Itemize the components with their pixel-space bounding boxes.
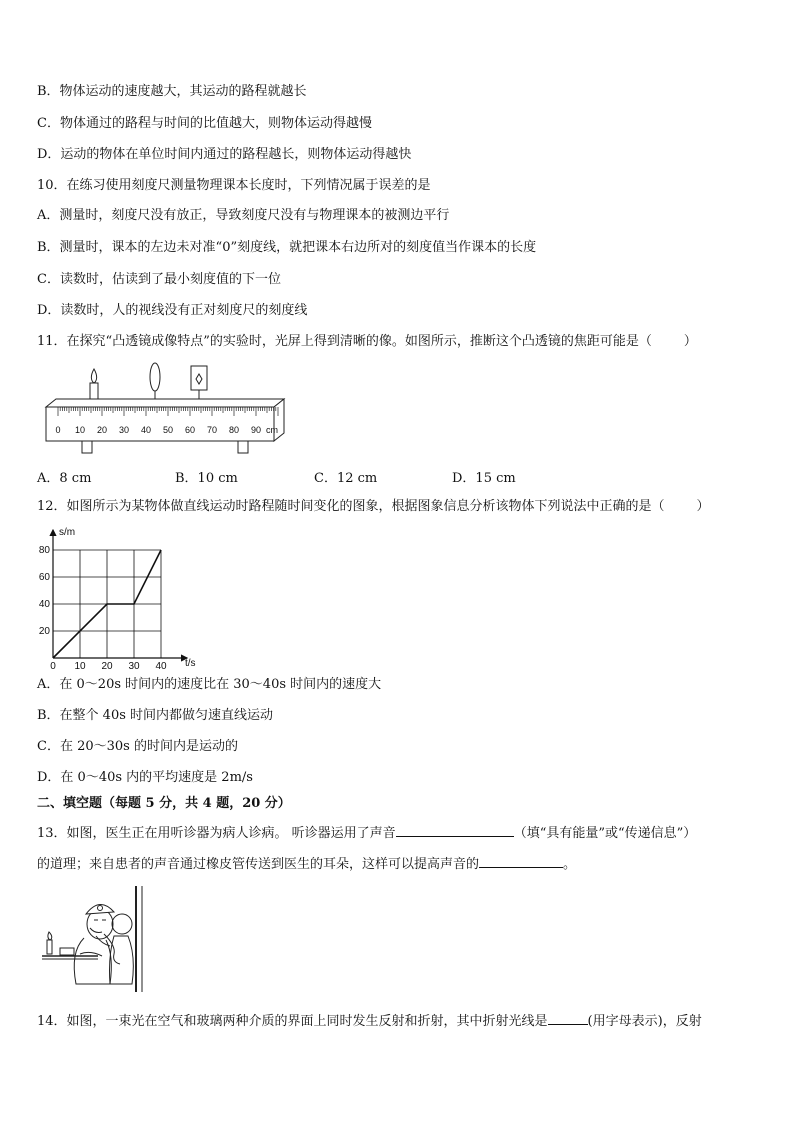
- q11-options: [37, 467, 737, 485]
- q14-text-1: 14．如图，一束光在空气和玻璃两种介质的界面上同时发生反射和折射，其中折射光线是: [37, 1014, 548, 1029]
- q13-text-1: 13．如图，医生正在用听诊器为病人诊病。 听诊器运用了声音: [37, 826, 396, 841]
- x-tick-label: 0: [50, 661, 56, 670]
- q11-option-d: D．15 cm: [452, 471, 516, 486]
- y-tick-label: 40: [38, 599, 50, 610]
- y-tick-label: 20: [38, 626, 50, 637]
- bench-tick-label: 70: [206, 425, 218, 435]
- q12-stem: 12．如图所示为某物体做直线运动时路程随时间变化的图象，根据图象信息分析该物体下列说法中正确的是（: [37, 499, 665, 514]
- q12-option-d: D．在 0～40s 内的平均速度是 2m/s: [37, 770, 253, 785]
- q12-option-b: B．在整个 40s 时间内都做匀速直线运动: [37, 708, 274, 723]
- bench-unit-label: cm: [266, 425, 278, 435]
- doctor-stethoscope-figure: [40, 884, 156, 994]
- q12-paren-close: ）: [696, 499, 710, 514]
- q11-option-a: A．8 cm: [37, 471, 92, 486]
- bench-tick-label: 80: [228, 425, 240, 435]
- bench-tick-label: 60: [184, 425, 196, 435]
- q12-option-a: A．在 0～20s 时间内的速度比在 30～40s 时间内的速度大: [37, 677, 382, 692]
- q10-stem: 10．在练习使用刻度尺测量物理课本长度时，下列情况属于误差的是: [37, 178, 431, 193]
- q11-option-c: C．12 cm: [314, 471, 378, 486]
- q13-line2: [37, 853, 576, 874]
- q10-option-d: D．读数时，人的视线没有正对刻度尺的刻度线: [37, 303, 308, 318]
- bench-tick-label: 40: [140, 425, 152, 435]
- x-axis-label: t/s: [185, 658, 196, 669]
- x-tick-label: 40: [155, 661, 167, 670]
- x-tick-label: 10: [74, 661, 86, 670]
- optical-bench-figure: [42, 362, 287, 454]
- y-axis-label: s/m: [59, 527, 76, 538]
- bench-tick-label: 90: [250, 425, 262, 435]
- q9-option-b: B．物体运动的速度越大，其运动的路程就越长: [37, 84, 307, 99]
- y-tick-label: 60: [38, 572, 50, 583]
- bench-tick-label: 10: [74, 425, 86, 435]
- x-tick-label: 20: [101, 661, 113, 670]
- q11-stem-line: [37, 333, 697, 351]
- st-graph: [37, 522, 207, 670]
- q13-text-4: 。: [563, 857, 577, 872]
- q13-blank-1[interactable]: [396, 822, 514, 837]
- q10-option-c: C．读数时，估读到了最小刻度值的下一位: [37, 272, 281, 287]
- q14-text-2: (用字母表示)，反射: [587, 1014, 702, 1029]
- q9-option-d: D．运动的物体在单位时间内通过的路程越长，则物体运动得越快: [37, 147, 412, 162]
- bench-tick-label: 30: [118, 425, 130, 435]
- bench-tick-label: 0: [55, 425, 61, 435]
- q11-option-b: B．10 cm: [175, 471, 238, 486]
- q12-stem-line: [37, 498, 710, 516]
- x-tick-label: 30: [128, 661, 140, 670]
- q13-blank-2[interactable]: [479, 853, 563, 868]
- q11-paren-close: ）: [683, 334, 697, 349]
- q14-blank-1[interactable]: [548, 1010, 588, 1025]
- bench-tick-label: 20: [96, 425, 108, 435]
- q13-line1: [37, 822, 696, 843]
- q13-text-3: 的道理；来自患者的声音通过橡皮管传送到医生的耳朵，这样可以提高声音的: [37, 857, 480, 872]
- q11-stem: 11．在探究“凸透镜成像特点”的实验时，光屏上得到清晰的像。如图所示，推断这个凸透镜的焦距可能是（: [37, 334, 652, 349]
- q9-option-c: C．物体通过的路程与时间的比值越大，则物体运动得越慢: [37, 116, 372, 131]
- y-tick-label: 80: [38, 545, 50, 556]
- q14-line1: [37, 1010, 702, 1031]
- q13-text-2: （填“具有能量”或“传递信息”）: [513, 826, 697, 841]
- bench-tick-label: 50: [162, 425, 174, 435]
- section-heading: 二、填空题（每题 5 分，共 4 题，20 分）: [37, 796, 291, 811]
- q10-option-a: A．测量时，刻度尺没有放正，导致刻度尺没有与物理课本的被测边平行: [37, 208, 450, 223]
- q12-option-c: C．在 20～30s 的时间内是运动的: [37, 739, 238, 754]
- q10-option-b: B．测量时，课本的左边未对准“0”刻度线，就把课本右边所对的刻度值当作课本的长度: [37, 240, 537, 255]
